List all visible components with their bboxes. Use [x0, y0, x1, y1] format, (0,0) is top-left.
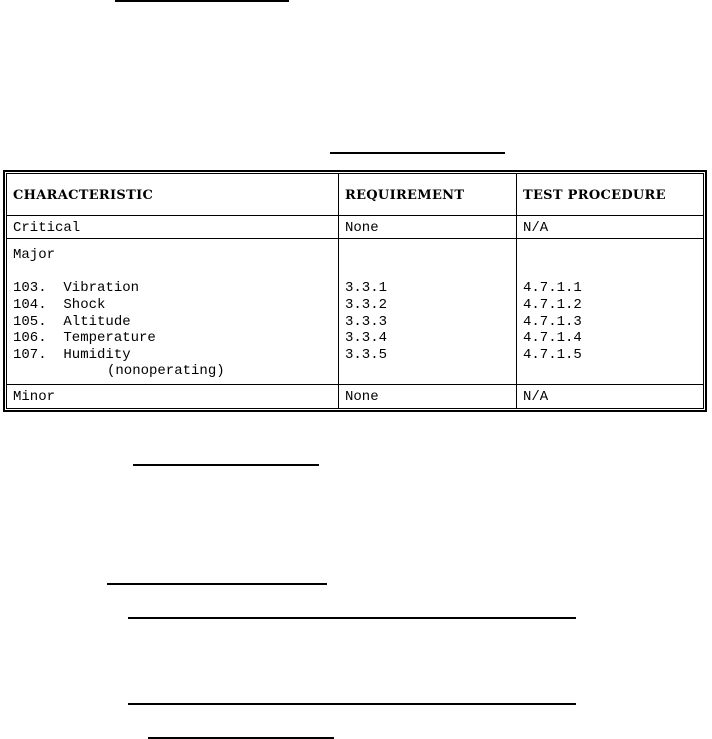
table-header-row: [7, 174, 703, 215]
procedure-105: 4.7.1.3: [523, 313, 582, 330]
section-underline-2: [107, 583, 327, 585]
requirement-106: 3.3.4: [345, 330, 388, 347]
critical-row: [7, 215, 703, 239]
characteristic-104: 104. Shock: [13, 296, 106, 313]
requirement-105: 3.3.3: [345, 313, 388, 330]
requirement-107: 3.3.5: [345, 346, 388, 363]
major-label: Major: [13, 247, 56, 264]
characteristics-table: [3, 170, 707, 412]
characteristic-107: 107. Humidity: [13, 346, 131, 363]
major-requirements: [339, 239, 517, 384]
procedure-107: 4.7.1.5: [523, 346, 582, 363]
requirement-104: 3.3.2: [345, 296, 388, 313]
header-test-procedure: TEST PROCEDURE: [523, 188, 666, 203]
characteristic-105: 105. Altitude: [13, 313, 131, 330]
critical-label: Critical: [7, 216, 339, 239]
procedure-103: 4.7.1.1: [523, 280, 582, 297]
section-underline-4: [128, 703, 576, 705]
critical-requirement: None: [339, 216, 517, 239]
procedure-104: 4.7.1.2: [523, 296, 582, 313]
header-characteristic: CHARACTERISTIC: [7, 174, 339, 215]
major-procedures: [517, 239, 703, 384]
heading-underline-top: [115, 0, 289, 2]
requirement-103: 3.3.1: [345, 280, 388, 297]
characteristic-106: 106. Temperature: [13, 330, 156, 347]
minor-requirement: None: [339, 385, 517, 408]
section-underline-1: [133, 464, 319, 466]
procedure-106: 4.7.1.4: [523, 330, 582, 347]
characteristic-103: 103. Vibration: [13, 280, 140, 297]
table-title-underline: [330, 152, 505, 154]
minor-row: [7, 384, 703, 408]
minor-procedure: N/A: [523, 388, 549, 405]
major-row: [7, 238, 703, 384]
header-requirement: REQUIREMENT: [339, 174, 517, 215]
characteristic-107-continuation: (nonoperating): [107, 363, 225, 380]
critical-procedure: N/A: [523, 219, 549, 236]
major-characteristics: [7, 239, 339, 384]
minor-label: Minor: [7, 385, 339, 408]
section-underline-3: [128, 617, 576, 619]
